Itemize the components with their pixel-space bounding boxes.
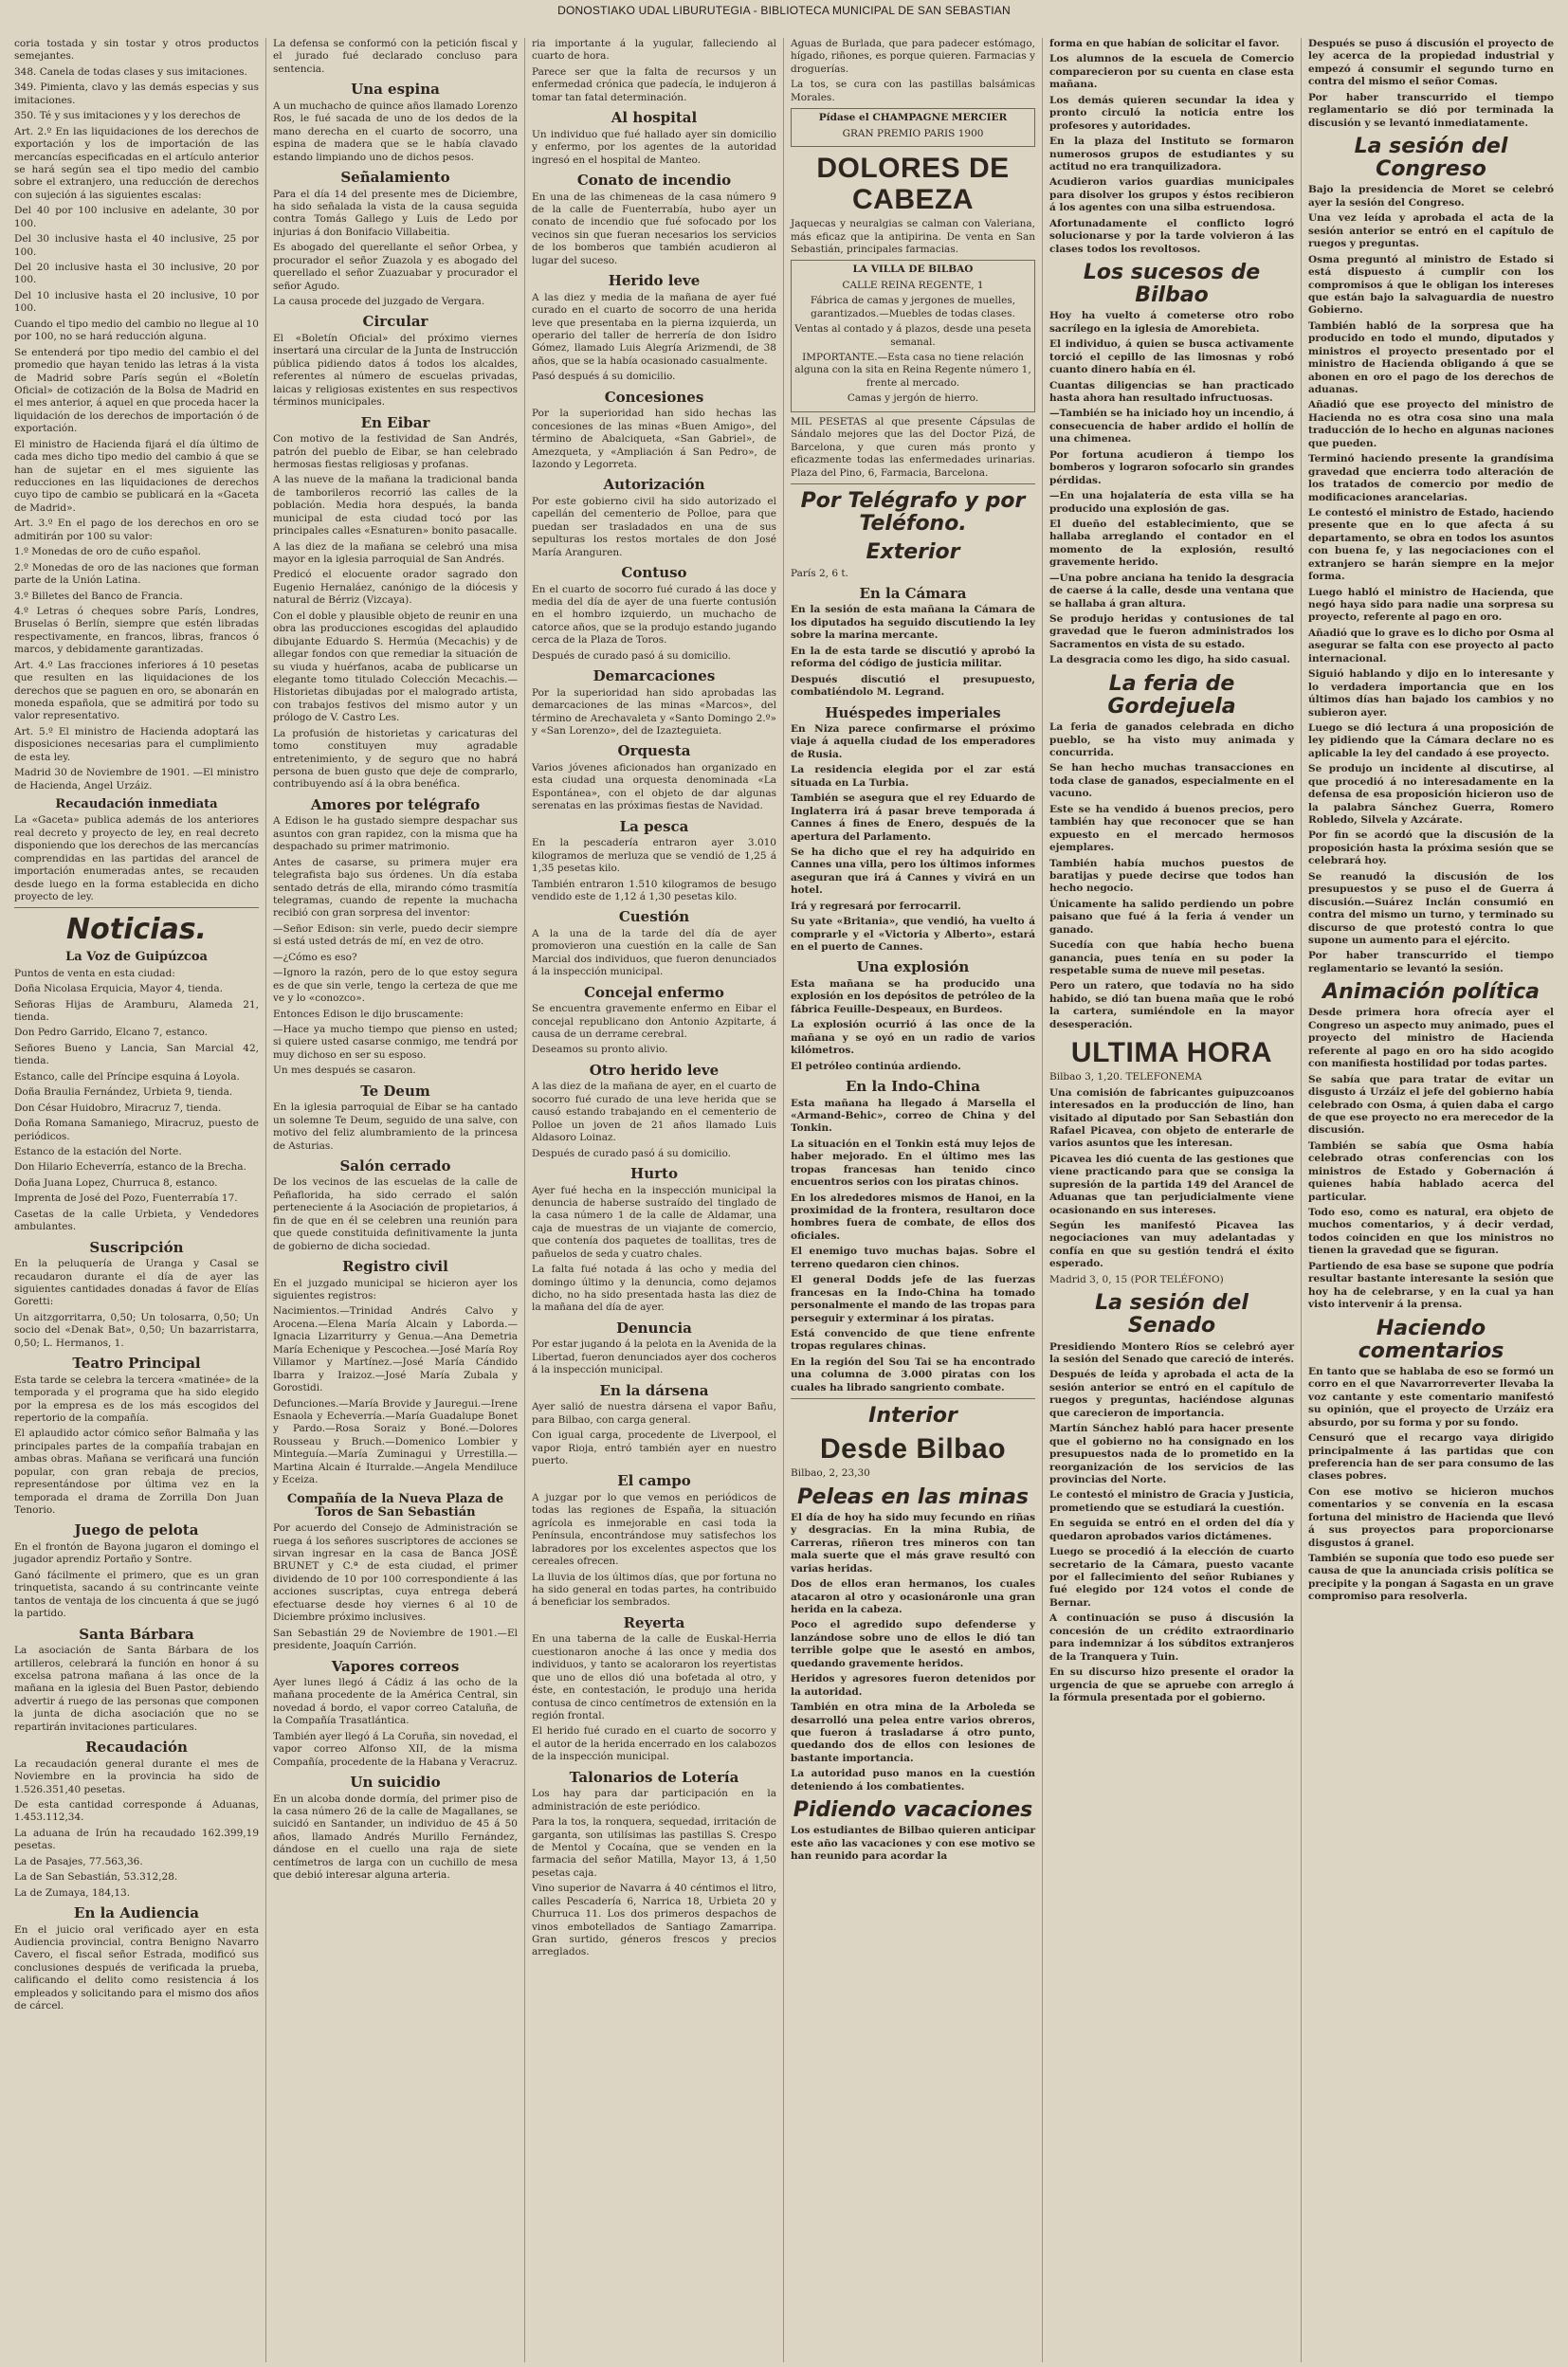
section-heading: Exterior: [866, 540, 960, 565]
section-heading: Por Telégrafo y por Teléfono.: [800, 488, 1026, 537]
article-paragraph: 348. Canela de todas clases y sus imitaciones.: [14, 65, 247, 78]
article-paragraph: Sucedía con que había hecho buena ganancia, pues tenía en su poder la respetable suma de nueve mil pesetas.: [1049, 939, 1294, 976]
article-paragraph: 3.º Billetes del Banco de Francia.: [14, 590, 183, 602]
section-heading: Una espina: [351, 81, 440, 99]
section-heading: Reyerta: [623, 1613, 685, 1631]
article-paragraph: Predicó el elocuente orador sagrado don Eugenio Hernaláez, canónigo de la diócesis y natural de Bérriz (Vizcaya).: [273, 569, 518, 607]
section-heading: Herido leve: [608, 272, 701, 290]
section-heading: Recaudación inmediata: [55, 797, 218, 812]
column-divider: [14, 907, 259, 908]
article-paragraph: —Señor Edison: sin verle, puedo decir siempre si está usted detrás de mí, en vez de otro.: [273, 922, 518, 948]
article-paragraph: Osma preguntó al ministro de Estado si está dispuesto á cumplir con los compromisos á que le obligan los intereses que están bajo la salvaguardia de nuestro Gobierno.: [1308, 253, 1554, 317]
article-paragraph: En la pescadería entraron ayer 3.010 kilogramos de merluza que se vendió de 1,25 á 1,35 pesetas kilo.: [532, 837, 776, 875]
article-paragraph: Imprenta de José del Pozo, Fuenterrabía 17.: [14, 1193, 238, 1205]
article-paragraph: Cuando el tipo medio del cambio no llegue al 10 por 100, no se hará reducción alguna.: [14, 318, 259, 343]
section-heading: Peleas en las minas: [797, 1484, 1029, 1509]
section-heading: Desde Bilbao: [819, 1433, 1007, 1466]
article-paragraph: En una de las chimeneas de la casa número 9 de la calle de Fuenterrabía, hubo ayer un conato de incendio que fué sofocado por los vecinos sin que fueran necesarios los servicios de los bomberos que también acudieron al lugar del suceso.: [532, 191, 776, 266]
article-paragraph: Estanco, calle del Príncipe esquina á Loyola.: [14, 1070, 240, 1083]
advertisement-line: Camas y jergón de hierro.: [847, 392, 979, 405]
article-paragraph: La causa procede del juzgado de Vergara.: [273, 296, 485, 307]
article-paragraph: A continuación se puso á discusión la concesión de un crédito extraordinario para indemnizar á los súbditos extranjeros de la Tranquera y Tuin.: [1049, 1612, 1294, 1663]
section-heading: Haciendo comentarios: [1358, 1316, 1504, 1363]
section-heading: Demarcaciones: [593, 667, 716, 685]
article-paragraph: En el juzgado municipal se hicieron ayer los siguientes registros:: [273, 1277, 518, 1302]
article-paragraph: Con ese motivo se hicieron muchos comentarios y se convenía en la escasa fortuna del ministro de Hacienda que llevó á sus proyectos para proporcionarse disgustos á granel.: [1308, 1485, 1554, 1549]
article-paragraph: El enemigo tuvo muchas bajas. Sobre el terreno quedaron cien chinos.: [791, 1246, 1035, 1270]
section-heading: Animación política: [1322, 980, 1540, 1005]
column-1: [8, 38, 266, 2362]
article-paragraph: —En una hojalatería de esta villa se ha producido una explosión de gas.: [1049, 490, 1294, 515]
article-paragraph: —Ignoro la razón, pero de lo que estoy segura es de que sin verle, tengo la certeza de que me ve y lo «conozco».: [273, 967, 518, 1005]
article-paragraph: La falta fué notada á las ocho y media del domingo último y la denuncia, como dejamos dicho, no ha sido presentada hasta las diez de la mañana del día de ayer.: [532, 1264, 776, 1314]
article-paragraph: En la región del Sou Tai se ha encontrado una columna de 3.000 piratas con los cuales ha librado sangriento combate.: [791, 1356, 1035, 1393]
article-paragraph: También entraron 1.510 kilogramos de besugo vendido este de 1,12 á 1,30 pesetas kilo.: [532, 878, 776, 902]
article-paragraph: Después se puso á discusión el proyecto de ley acerca de la propiedad industrial y empezó á consumir el segundo turno en contra del mismo el señor Comas.: [1308, 38, 1554, 88]
article-paragraph: Después de leída y aprobada el acta de la sesión anterior se entró en el capítulo de ruegos y preguntas, haciéndose algunas que carecieron de importancia.: [1049, 1369, 1294, 1419]
article-paragraph: Por la superioridad han sido hechas las concesiones de las minas «Buen Amigo», del término de Abalciqueta, «San Gabriel», de Amezqueta, y «Ampliación á San Pedro», de Iazondo y Legorreta.: [532, 408, 776, 470]
article-paragraph: La de Zumaya, 184,13.: [14, 1886, 131, 1899]
article-paragraph: Vino superior de Navarra á 40 céntimos el litro, calles Pescadería 6, Narrica 18, Urbieta 20 y Churruca 11. Los dos primeros despachos de vinos embotellados de Santiago Zamarripa. Gran surtido, géneros frescos y precios arreglados.: [532, 1883, 776, 1958]
section-heading: Autorización: [603, 476, 705, 494]
article-paragraph: Es abogado del querellante el señor Orbea, y procurador el señor Zuazola y es abogado del querellado el señor Zuazuabar y procurador el señor Agudo.: [273, 242, 518, 292]
section-heading: Suscripción: [89, 1238, 184, 1256]
article-paragraph: Se reanudó la discusión de los presupuestos y se puso el de Guerra á discusión.—Suárez Inclán consumió en contra del mismo un turno, y terminado su discurso de que protestó contra lo que supone un aumento para el ejército.: [1308, 870, 1554, 946]
article-paragraph: Parece ser que la falta de recursos y un enfermedad crónica que padecía, le indujeron á tomar tan fatal determinación.: [532, 65, 776, 103]
article-paragraph: Art. 3.º En el pago de los derechos en oro se admitirán por 100 su valor:: [14, 518, 259, 542]
article-paragraph: A juzgar por lo que vemos en periódicos de todas las regiones de España, la situación agrícola es inmejorable en casi toda la Península, encontrándose muy satisfechos los labradores por los excelentes aspectos que los cereales ofrecen.: [532, 1491, 776, 1568]
article-paragraph: ria importante á la yugular, falleciendo al cuarto de hora.: [532, 38, 776, 63]
article-paragraph: A Edison le ha gustado siempre despachar sus asuntos con gran rapidez, con la misma que ha despachado su primer matrimonio.: [273, 815, 518, 853]
article-paragraph: Desde primera hora ofrecía ayer el Congreso un aspecto muy animado, pues el proyecto del ministro de Hacienda referente al pago en oro ha sido acogido con manifiesta hostilidad por todas partes.: [1308, 1007, 1554, 1070]
section-heading: La sesión del Congreso: [1354, 135, 1508, 182]
section-heading: El campo: [617, 1472, 691, 1490]
article-paragraph: Doña Braulia Fernández, Urbieta 9, tienda.: [14, 1086, 233, 1099]
section-heading: Interior: [868, 1404, 957, 1429]
column-2: [266, 38, 525, 2362]
article-paragraph: Ayer fué hecha en la inspección municipal la denuncia de haberse sustraído del tinglado de la casa número 1 de la calle de Aldamar, una caja de muestras de un viajante de comercio, que contenía dos paquetes de toallitas, tres de pañuelos de seda y cuatro chales.: [532, 1184, 776, 1260]
article-paragraph: Un aitzgorritarra, 0,50; Un tolosarra, 0,50; Un socio del «Denak Bat», 0,50; Un bazarristarra, 0,50; L. Hermanos, 1.: [14, 1311, 259, 1349]
section-heading: ULTIMA HORA: [1070, 1037, 1273, 1069]
article-paragraph: Heridos y agresores fueron detenidos por la autoridad.: [791, 1673, 1035, 1698]
article-paragraph: En la iglesia parroquial de Eibar se ha cantado un solemne Te Deum, seguido de una salve, con motivo del feliz alumbramiento de la princesa de Asturias.: [273, 1102, 518, 1152]
section-heading: Registro civil: [342, 1258, 448, 1276]
article-paragraph: La profusión de historietas y caricaturas del tomo constituyen muy agradable entretenimiento, y de seguro que no habrá persona de buen gusto que deje de comprarlo, contribuyendo así á la obra benéfica.: [273, 727, 518, 791]
article-paragraph: Antes de casarse, su primera mujer era telegrafista bajo sus órdenes. Un día estaba sentado detrás de ella, mirando cómo trasmitía telegramas, cuando de repente la muchacha recibió con gran sorpresa del inventor:: [273, 856, 518, 919]
article-paragraph: —¿Cómo es eso?: [273, 951, 357, 963]
section-heading: Juego de pelota: [74, 1521, 199, 1539]
article-paragraph: En una taberna de la calle de Euskal-Herria cuestionaron anoche á las once y media dos individuos, y tanto se acaloraron los reyertistas que uno de ellos dió una bofetada al otro, y éste, en contestación, le produjo una herida contusa de cinco centímetros de extensión en la región frontal.: [532, 1633, 776, 1721]
column-5: [1043, 38, 1302, 2362]
article-paragraph: En su discurso hizo presente el orador la urgencia de que se apruebe con arreglo á la fórmula presentada por el gobierno.: [1049, 1666, 1294, 1703]
advertisement-line: Pídase el CHAMPAGNE MERCIER: [818, 112, 1008, 124]
article-paragraph: Deseamos su pronto alivio.: [532, 1044, 668, 1056]
advertisement-line: Fábrica de camas y jergones de muelles, garantizados.—Muebles de todas clases.: [810, 295, 1016, 319]
article-paragraph: Se han hecho muchas transacciones en toda clase de ganados, especialmente en el vacuno.: [1049, 762, 1294, 800]
article-paragraph: Nacimientos.—Trinidad Andrés Calvo y Arocena.—Elena María Alcain y Laborda.—Ignacia Lizarriturry y Genua.—Ana Demetria María Echenique y Pescochea.—José María Roy Villamor y Martínez.—José María Cándido Ibarra y Iraizoz.—José María Zubala y Gorostidi.: [273, 1305, 518, 1394]
section-heading: En la Cámara: [859, 584, 967, 602]
article-paragraph: Hoy ha vuelto á cometerse otro robo sacrílego en la iglesia de Amorebieta.: [1049, 310, 1294, 335]
article-paragraph: Don César Huidobro, Miracruz 7, tienda.: [14, 1102, 222, 1114]
article-paragraph: Una vez leída y aprobada el acta de la sesión anterior se entró en el capítulo de ruegos y preguntas.: [1308, 212, 1554, 250]
section-heading: Teatro Principal: [72, 1355, 201, 1373]
article-paragraph: La residencia elegida por el zar está situada en La Turbia.: [791, 764, 1035, 789]
advertisement-box: [791, 108, 1035, 147]
article-paragraph: También se sabía que Osma había celebrado otras conferencias con los ministros de Estado y Gobernación á quienes había hablado acerca del particular.: [1308, 1139, 1554, 1203]
article-paragraph: Afortunadamente el conflicto logró solucionarse y por la tarde volvieron á las clases todos los revoltosos.: [1049, 217, 1294, 255]
article-paragraph: Está convencido de que tiene enfrente tropas regulares chinas.: [791, 1327, 1035, 1353]
column-divider: [791, 1398, 1035, 1399]
article-paragraph: Censuró que el recargo vaya dirigido principalmente á las partidas que con preferencia han de ser para consumo de las clases pobres.: [1308, 1432, 1554, 1483]
section-heading: Los sucesos de Bilbao: [1083, 261, 1261, 308]
article-paragraph: Se entenderá por tipo medio del cambio el del promedio que hayan tenido las letras á la vista de Madrid sobre París según el «Boletín Oficial» de cotización de la Bolsa de Madrid en el mes anterior, á aquel en que proceda hacer la liquidación de los derechos de importación ó de exportación.: [14, 346, 259, 435]
article-paragraph: Ayer salió de nuestra dársena el vapor Bañu, para Bilbao, con carga general.: [532, 1401, 776, 1426]
article-paragraph: Este se ha vendido á buenos precios, pero también hay que reconocer que se han expuesto en el mercado hermosos ejemplares.: [1049, 803, 1294, 854]
article-paragraph: A la una de la tarde del día de ayer promovieron una cuestión en la calle de San Marcial dos individuos, que fueron denunciados á la inspección municipal.: [532, 927, 776, 978]
section-heading: Un suicidio: [350, 1774, 441, 1792]
article-paragraph: Art. 5.º El ministro de Hacienda adoptará las disposiciones necesarias para el cumplimiento de esta ley.: [14, 725, 259, 763]
article-paragraph: El herido fué curado en el cuarto de socorro y el autor de la herida encerrado en los calabozos de la inspección municipal.: [532, 1725, 776, 1763]
article-paragraph: También ayer llegó á La Coruña, sin novedad, el vapor correo Alfonso XII, de la misma Compañía, procedente de la Habana y Veracruz.: [273, 1730, 518, 1768]
article-paragraph: Estanco de la estación del Norte.: [14, 1145, 182, 1157]
article-paragraph: El dueño del establecimiento, que se hallaba arreglando el contador en el momento de la explosión, resultó gravemente herido.: [1049, 518, 1294, 569]
article-paragraph: Aguas de Burlada, que para padecer estómago, hígado, riñones, es porque quieren. Farmacias y droguerías.: [791, 38, 1035, 75]
article-paragraph: La «Gaceta» publica además de los anteriores real decreto y proyecto de ley, en real decreto disponiendo que los derechos de las mercancías comprendidas en las partidas del arancel de importación enumeradas antes, se recauden desde luego en la forma establecida en dicho proyecto de ley.: [14, 814, 259, 902]
article-paragraph: Se encuentra gravemente enfermo en Eibar el concejal republicano don Antonio Azpitarte, á causa de un derrame cerebral.: [532, 1003, 776, 1040]
article-paragraph: Por estar jugando á la pelota en la Avenida de la Libertad, fueron denunciados ayer dos cocheros á la inspección municipal.: [532, 1338, 776, 1376]
article-paragraph: Para la tos, la ronquera, sequedad, irritación de garganta, son utilísimas las pastillas S. Crespo de Mentol y Cocaína, que se venden en la farmacia del señor Matilla, Mayor 13, á 1,50 pesetas caja.: [532, 1816, 776, 1879]
section-heading: Santa Bárbara: [79, 1625, 194, 1643]
article-paragraph: La tos, se cura con las pastillas balsámicas Morales.: [791, 79, 1035, 103]
article-paragraph: Añadió que ese proyecto del ministro de Hacienda no es otra cosa sino una mala traducción de lo hecho en algunas naciones que pueden.: [1308, 399, 1554, 449]
article-paragraph: Bilbao 3, 1,20. TELEFONEMA: [1049, 1071, 1202, 1083]
article-paragraph: La lluvia de los últimos días, que por fortuna no ha sido general en todas partes, ha contribuido á beneficiar los sembrados.: [532, 1571, 776, 1609]
article-paragraph: En la de esta tarde se discutió y aprobó la reforma del código de justicia militar.: [791, 645, 1035, 670]
article-paragraph: El petróleo continúa ardiendo.: [791, 1060, 961, 1072]
article-paragraph: A las diez de la mañana se celebró una misa mayor en la iglesia parroquial de San Andrés.: [273, 540, 518, 565]
article-paragraph: Después de curado pasó á su domicilio.: [532, 1147, 731, 1159]
article-paragraph: Defunciones.—María Brovide y Jauregui.—Irene Esnaola y Echeverría.—María Guadalupe Bonet y Pardo.—Rosa Soraiz y Boné.—Dolores Rousseau y Bruch.—Domenico Lombier y Minteguía.—María Zuminagui y Urrestilla.—Martina Alcain é Iturralde.—Angela Mendiluce y Eceiza.: [273, 1397, 518, 1486]
article-paragraph: 1.º Monedas de oro de cuño español.: [14, 546, 202, 558]
article-paragraph: Doña Romana Samaniego, Miracruz, puesto de periódicos.: [14, 1118, 259, 1142]
advertisement-box: [791, 260, 1035, 411]
article-paragraph: MIL PESETAS al que presente Cápsulas de Sándalo mejores que las del Doctor Pizá, de Barcelona, y que curen más pronto y eficazmente todas las enfermedades urinarias. Plaza del Pino, 6, Farmacia, Barcelona.: [791, 415, 1035, 479]
article-paragraph: Todo eso, como es natural, era objeto de muchos comentarios, y á decir verdad, todos coinciden en que los ministros no tienen la gravedad que se figuran.: [1308, 1207, 1554, 1257]
article-paragraph: Esta mañana se ha producido una explosión en los depósitos de petróleo de la fábrica Feuille-Despeaux, en Burdeos.: [791, 977, 1035, 1015]
article-paragraph: De los vecinos de las escuelas de la calle de Peñaflorida, ha sido cerrado el salón perteneciente á la Asociación de propietarios, á fin de que en él se celebren una reunión para que quede constituida definitivamente la junta de gobierno de dicha sociedad.: [273, 1176, 518, 1252]
article-paragraph: Esta tarde se celebra la tercera «matinée» de la temporada y el programa que ha sido elegido por la empresa es de los más escogidos del repertorio de la compañía.: [14, 1374, 259, 1424]
article-paragraph: Después de curado pasó á su domicilio.: [532, 649, 731, 662]
article-paragraph: También habló de la sorpresa que ha producido en todo el mundo, diputados y ministros el proyecto presentado por el ministro de Hacienda obligando á que se abonen en oro el pago de los derechos de aduanas.: [1308, 319, 1554, 395]
article-paragraph: Un individuo que fué hallado ayer sin domicilio y enfermo, por los agentes de la autoridad ingresó en el hospital de Manteo.: [532, 128, 776, 166]
article-paragraph: Luego se procedió á la elección de cuarto secretario de la Cámara, puesto vacante por el fallecimiento del señor Rubianes y fué elegido por 124 votos el conde de Bernar.: [1049, 1546, 1294, 1609]
advertisement-line: CALLE REINA REGENTE, 1: [842, 279, 984, 291]
section-heading: Otro herido leve: [589, 1061, 720, 1079]
archive-banner: DONOSTIAKO UDAL LIBURUTEGIA - BIBLIOTECA MUNICIPAL DE SAN SEBASTIAN: [557, 4, 1011, 17]
article-paragraph: 4.º Letras ó cheques sobre París, Londres, Bruselas ó Berlín, siempre que estén libradas respectivamente, en francos, libras, francos ó marcos, y debidamente garantizadas.: [14, 605, 259, 656]
section-heading: Recaudación: [85, 1739, 188, 1757]
article-paragraph: La de San Sebastián, 53.312,28.: [14, 1871, 178, 1884]
article-paragraph: A un muchacho de quince años llamado Lorenzo Ros, le fué sacada de uno de los dedos de la mano derecha en el cuarto de socorro, una espina de madera que se le había clavado estando limpiando uno de dichos pesos.: [273, 100, 518, 163]
section-heading: Salón cerrado: [339, 1156, 451, 1174]
article-paragraph: La feria de ganados celebrada en dicho pueblo, se ha visto muy animada y concurrida.: [1049, 721, 1294, 758]
article-paragraph: En la plaza del Instituto se formaron numerosos grupos de estudiantes y su actitud no era tranquilizadora.: [1049, 136, 1294, 173]
article-paragraph: —Hace ya mucho tiempo que pienso en usted; si quiere usted casarse conmigo, me tendrá por muy dichoso en ser su esposo.: [273, 1023, 518, 1061]
article-paragraph: Se produjo un incidente al discutirse, al que procedió á no interesadamente en la defensa de esa proposición hicieron uso de la palabra Sánchez Guerra, Romero Robledo, Silvela y Azcárate.: [1308, 763, 1554, 826]
article-paragraph: En el juicio oral verificado ayer en esta Audiencia provincial, contra Benigno Navarro Cavero, el fiscal señor Estrada, modificó sus conclusiones después de verificada la prueba, calificando el delito como resistencia á los empleados y solicitando para el mismo dos años de cárcel.: [14, 1923, 259, 2012]
section-heading: En la Audiencia: [74, 1904, 199, 1922]
section-heading: En la dársena: [599, 1381, 709, 1399]
article-paragraph: Le contestó el ministro de Gracia y Justicia, prometiendo que se estudiará la cuestión.: [1049, 1489, 1294, 1514]
article-paragraph: De esta cantidad corresponde á Aduanas, 1.453.112,34.: [14, 1798, 259, 1824]
article-paragraph: Pasó después á su domicilio.: [532, 371, 676, 383]
section-heading: Cuestión: [618, 908, 690, 926]
article-paragraph: La situación en el Tonkin está muy lejos de haber mejorado. En el último mes las tropas francesas han tenido cinco encuentros serios con los piratas chinos.: [791, 1138, 1035, 1189]
article-paragraph: Terminó haciendo presente la grandísima gravedad que encierra todo alteración de los tratados de comercio por medio de modificaciones arancelarias.: [1308, 453, 1554, 503]
column-6: [1302, 38, 1560, 2362]
article-paragraph: Por haber transcurrido el tiempo reglamentario se levantó la sesión.: [1308, 950, 1554, 974]
article-paragraph: Después discutió el presupuesto, combatiéndolo M. Legrand.: [791, 673, 1035, 699]
section-heading: Orquesta: [617, 742, 691, 760]
article-paragraph: Con motivo de la festividad de San Andrés, patrón del pueblo de Eibar, se han celebrado hermosas fiestas religiosas y profanas.: [273, 433, 518, 470]
article-paragraph: Luego habló el ministro de Hacienda, que negó haya sido para nadie una sorpresa su proyecto, referente al pago en oro.: [1308, 586, 1554, 624]
advertisement-line: Ventas al contado y á plazos, desde una peseta semanal.: [794, 323, 1031, 348]
article-paragraph: 2.º Monedas de oro de las naciones que forman parte de la Unión Latina.: [14, 561, 259, 587]
article-paragraph: 350. Té y sus imitaciones y y los derechos de: [14, 110, 241, 122]
section-heading: La feria de Gordejuela: [1107, 671, 1236, 719]
article-paragraph: La explosión ocurrió á las once de la mañana y se oyó en un radio de varios kilómetros.: [791, 1019, 1035, 1057]
article-paragraph: El aplaudido actor cómico señor Balmaña y las principales partes de la compañía trabajan en ambas obras. Mañana se verificará una función popular, con gran rebaja de precios, representándose por última vez en la temporada el drama de Zorrilla Don Juan Tenorio.: [14, 1428, 259, 1517]
article-paragraph: Por la superioridad han sido aprobadas las demarcaciones de las minas «Marcos», del término de Arechavaleta y «Santo Domingo 2.º» y «San Lorenzo», del de Izazteguieta.: [532, 686, 776, 737]
article-paragraph: 349. Pimienta, clavo y las demás especias y sus imitaciones.: [14, 82, 259, 106]
article-paragraph: Bilbao, 2, 23,30: [791, 1467, 870, 1480]
article-paragraph: El general Dodds jefe de las fuerzas francesas en la Indo-China ha tomado personalmente el mando de las tropas para perseguir y exterminar á los piratas.: [791, 1274, 1035, 1324]
section-heading: La pesca: [619, 817, 689, 835]
article-paragraph: Doña Nicolasa Erquicia, Mayor 4, tienda.: [14, 983, 224, 995]
article-paragraph: Ayer lunes llegó á Cádiz á las ocho de la mañana procedente de la América Central, sin novedad á bordo, el vapor correo Cataluña, de la Compañía Trasatlántica.: [273, 1677, 518, 1727]
article-paragraph: Por fin se acordó que la discusión de la proposición hasta la próxima sesión que se celebrará hoy.: [1308, 829, 1554, 867]
column-3: [525, 38, 784, 2362]
article-paragraph: Madrid 30 de Noviembre de 1901. —El ministro de Hacienda, Angel Urzáiz.: [14, 767, 259, 792]
section-heading: Denuncia: [616, 1319, 692, 1337]
column-divider: [791, 483, 1035, 484]
article-paragraph: La recaudación general durante el mes de Noviembre en la provincia ha sido de 1.526.351,40 pesetas.: [14, 1757, 259, 1795]
article-paragraph: Por acuerdo del Consejo de Administración se ruega á los señores suscriptores de acciones se sirvan ingresar en la casa de Banca JOSÉ BRUNET y C.ª de esta ciudad, el primer dividendo de 10 por 100 correspondiente á las acciones suscriptas, cuya entrega deberá efectuarse desde hoy viernes 6 al 10 de Diciembre próximo inclusives.: [273, 1522, 518, 1624]
article-paragraph: La defensa se conformó con la petición fiscal y el jurado fué declarado concluso para sentencia.: [273, 38, 518, 75]
section-heading: Pidiendo vacaciones: [793, 1798, 1033, 1823]
section-heading: Noticias.: [66, 913, 207, 947]
article-paragraph: —Una pobre anciana ha tenido la desgracia de caerse á la calle, desde una ventana que se hallaba á gran altura.: [1049, 572, 1294, 610]
article-paragraph: Luego se dió lectura á una proposición de ley pidiendo que la Cámara declare no es aplicable la ley del candado á ese proyecto.: [1308, 721, 1554, 759]
article-paragraph: Por haber transcurrido el tiempo reglamentario se dió por terminada la discusión y se levantó inmediatamente.: [1308, 91, 1554, 129]
article-paragraph: Los estudiantes de Bilbao quieren anticipar este año las vacaciones y con ese motivo se han reunido para acordar la: [791, 1825, 1035, 1863]
article-paragraph: Irá y regresará por ferrocarril.: [791, 900, 961, 912]
article-paragraph: Esta mañana ha llegado á Marsella el «Armand-Behic», correo de China y del Tonkin.: [791, 1097, 1035, 1135]
article-paragraph: Con igual carga, procedente de Liverpool, el vapor Rioja, entró también ayer en nuestro puerto.: [532, 1429, 776, 1466]
article-paragraph: También había muchos puestos de baratijas y puede decirse que todos han hecho negocio.: [1049, 857, 1294, 895]
section-heading: Contuso: [621, 564, 687, 582]
article-paragraph: Cuantas diligencias se han practicado hasta ahora han resultado infructuosas.: [1049, 379, 1294, 404]
column-4: [784, 38, 1043, 2362]
section-heading: Amores por telégrafo: [310, 795, 481, 813]
article-paragraph: Doña Juana Lopez, Churruca 8, estanco.: [14, 1176, 218, 1189]
section-heading: Concesiones: [604, 388, 704, 406]
newspaper-columns: [8, 38, 1560, 2362]
article-paragraph: Entonces Edison le dijo bruscamente:: [273, 1008, 464, 1020]
article-paragraph: Poco el agredido supo defenderse y lanzándose sobre uno de ellos le dió tan terrible golpe que le asestó en ambos, quedando gravemente heridos.: [791, 1619, 1035, 1669]
article-paragraph: Su yate «Britania», que vendió, ha vuelto á comprarle y el «Victoria y Alberto», estará en el puerto de Cannes.: [791, 916, 1035, 953]
article-paragraph: El individuo, á quien se busca activamente torció el cepillo de las limosnas y robó cuanto dinero había en él.: [1049, 338, 1294, 376]
article-paragraph: coria tostada y sin tostar y otros productos semejantes.: [14, 38, 259, 63]
article-paragraph: forma en que habían de solicitar el favor.: [1049, 38, 1280, 49]
article-paragraph: A las nueve de la mañana la tradicional banda de tamborileros recorrió las calles de la población. Media hora después, la banda municipal de esta ciudad tocó por las principales calles «Esnaturen» bonito pasacalle.: [273, 474, 518, 537]
article-paragraph: Partiendo de esa base se supone que podría resultar bastante interesante la sesión que hoy ha de celebrarse, y en la cual ya han visto intervenir á la prensa.: [1308, 1260, 1554, 1311]
article-paragraph: A las diez y media de la mañana de ayer fué curado en el cuarto de socorro de una herida leve que presentaba en la pierna izquierda, un operario del taller de herrería de don Isidro Gómez, llamado Luis Alegría Arizmendi, de 38 años, que se la había ocasionado casualmente.: [532, 291, 776, 367]
article-paragraph: Picavea les dió cuenta de las gestiones que viene practicando para que se consiga la supresión de la partida 149 del Arancel de Aduanas que tan perjudicialmente viene ocasionando en sus intereses.: [1049, 1153, 1294, 1216]
article-paragraph: En la peluquería de Uranga y Casal se recaudaron durante el día de ayer las siguientes cantidades donadas á favor de Elías Goretti:: [14, 1258, 259, 1308]
section-heading: Concejal enfermo: [584, 983, 724, 1001]
article-paragraph: Los demás quieren secundar la idea y pronto circuló la noticia entre los profesores y autoridades.: [1049, 94, 1294, 132]
article-paragraph: Le contestó el ministro de Estado, haciendo presente que en lo que afecta á su departamento, se obra en todos los asuntos con buena fe, y las negociaciones con el extranjero se harán siempre en la mejor forma.: [1308, 506, 1554, 583]
article-paragraph: El «Boletín Oficial» del próximo viernes insertará una circular de la Junta de Instrucción pública pidiendo datos á todos los alcaldes, referentes al número de escuelas privadas, laicas y religiosas existentes en sus respectivos términos municipales.: [273, 332, 518, 409]
article-paragraph: Bajo la presidencia de Moret se celebró ayer la sesión del Congreso.: [1308, 184, 1554, 209]
article-paragraph: Se sabía que para tratar de evitar un disgusto á Urzáiz el jefe del gobierno había celebrado con Osma, á quien daba el cargo de que ese proyecto no era merecedor de la discusión.: [1308, 1073, 1554, 1137]
article-paragraph: Art. 2.º En las liquidaciones de los derechos de exportación y los de importación de las mercancías especificadas en el artículo anterior se hará según sea el tipo medio del cambio sobre el extranjero, una reducción de derechos con sujeción á las siguientes escalas:: [14, 125, 259, 201]
article-paragraph: Únicamente ha salido perdiendo un pobre paisano que fué á la feria á vender un ganado.: [1049, 898, 1294, 936]
section-heading: La sesión del Senado: [1095, 1291, 1249, 1338]
article-paragraph: En el frontón de Bayona jugaron el domingo el jugador aprendiz Portaño y Sontre.: [14, 1540, 259, 1566]
article-paragraph: —También se ha iniciado hoy un incendio, á consecuencia de haber ardido el hollín de una chimenea.: [1049, 408, 1294, 446]
article-paragraph: Varios jóvenes aficionados han organizado en esta ciudad una orquesta denominada «La Espontánea», con el objeto de dar algunas serenatas en las próximas fiestas de Navidad.: [532, 761, 776, 812]
article-paragraph: Dos de ellos eran hermanos, los cuales atacaron al otro y ocasionáronle una gran herida en la cabeza.: [791, 1578, 1035, 1615]
article-paragraph: La asociación de Santa Bárbara de los artilleros, celebrará la función en honor á su excelsa patrona mañana á las once de la mañana en la iglesia del Buen Pastor, debiendo advertir á ruego de las personas que componen la junta de dicha asociación que no se repartirán invitaciones particulares.: [14, 1645, 259, 1733]
article-paragraph: Del 30 inclusive hasta el 40 inclusive, 25 por 100.: [14, 233, 259, 258]
article-paragraph: En tanto que se hablaba de eso se formó un corro en el que Navarrorreverter llevaba la voz cantante y este comentario manifestó su opinión, que el proyecto de Urzáiz era absurdo, por su forma y por su fondo.: [1308, 1365, 1554, 1429]
section-heading: Una explosión: [856, 958, 970, 976]
article-paragraph: La aduana de Irún ha recaudado 162.399,19 pesetas.: [14, 1827, 259, 1852]
article-paragraph: Una comisión de fabricantes guipuzcoanos interesados en la producción de lino, han visitado al diputado por San Sebastián don Rafael Picavea, con objeto de enterarle de varios asuntos que les interesan.: [1049, 1086, 1294, 1150]
article-paragraph: Los hay para dar participación en la administración de este periódico.: [532, 1788, 776, 1812]
article-paragraph: Art. 4.º Las fracciones inferiores á 10 pesetas que resulten en las liquidaciones de los derechos que se paguen en oro, se abonarán en moneda española, que se admitirá por todo su valor representativo.: [14, 659, 259, 722]
article-paragraph: Señoras Hijas de Aramburu, Alameda 21, tienda.: [14, 998, 259, 1024]
article-paragraph: Del 10 inclusive hasta el 20 inclusive, 10 por 100.: [14, 289, 259, 315]
article-paragraph: En seguida se entró en el orden del día y quedaron aprobados varios dictámenes.: [1049, 1518, 1294, 1542]
article-paragraph: Martín Sánchez habló para hacer presente que el gobierno no ha consignado en los presupuestos nada de lo prometido en la reorganización de los servicios de las provincias del Norte.: [1049, 1423, 1294, 1485]
article-paragraph: También en otra mina de la Arboleda se desarrolló una pelea entre varios obreros, que fueron á trasladarse á otro punto, quedando dos de ellos con lesiones de bastante importancia.: [791, 1702, 1035, 1764]
article-paragraph: Un mes después se casaron.: [273, 1065, 416, 1077]
section-heading: DOLORES DE CABEZA: [816, 153, 1010, 216]
article-paragraph: Los alumnos de la escuela de Comercio comparecieron por su cuenta en clase esta mañana.: [1049, 53, 1294, 91]
article-paragraph: Añadió que lo grave es lo dicho por Osma al asegurar se falta con ese proyecto al pacto internacional.: [1308, 627, 1554, 665]
article-paragraph: Presidiendo Montero Ríos se celebró ayer la sesión del Senado que careció de interés.: [1049, 1340, 1294, 1365]
section-heading: Al hospital: [611, 109, 698, 127]
article-paragraph: El día de hoy ha sido muy fecundo en riñas y desgracias. En la mina Rubia, de Carreras, riñeron tres mineros con tan mala suerte que el más grave resultó con varias heridas.: [791, 1511, 1035, 1575]
article-paragraph: Ganó fácilmente el primero, que es un gran trinquetista, sacando á su contrincante veinte tantos de ventaja de los cincuenta á que se jugó la partido.: [14, 1569, 259, 1620]
article-paragraph: Don Pedro Garrido, Elcano 7, estanco.: [14, 1027, 208, 1039]
section-heading: Hurto: [630, 1165, 678, 1182]
section-heading: Talonarios de Lotería: [569, 1768, 739, 1786]
article-paragraph: En Niza parece confirmarse el próximo viaje á aquella ciudad de los emperadores de Rusia.: [791, 723, 1035, 760]
article-paragraph: Señores Bueno y Lancia, San Marcial 42, tienda.: [14, 1042, 259, 1067]
section-heading: Huéspedes imperiales: [825, 703, 1001, 721]
section-heading: Vapores correos: [331, 1657, 460, 1675]
advertisement-line: IMPORTANTE.—Esta casa no tiene relación alguna con la sita en Reina Regente número 1, frente al mercado.: [794, 352, 1031, 389]
article-paragraph: Puntos de venta en esta ciudad:: [14, 967, 175, 979]
article-paragraph: San Sebastián 29 de Noviembre de 1901.—El presidente, Joaquín Carrión.: [273, 1627, 518, 1652]
article-paragraph: Jaquecas y neuralgias se calman con Valeriana, más eficaz que la antipirina. De venta en San Sebastián, principales farmacias.: [791, 218, 1035, 255]
article-paragraph: Para el día 14 del presente mes de Diciembre, ha sido señalada la vista de la causa seguida contra Tomás Gallego y Luis de Ledo por injurias á don Bonifacio Villabeitia.: [273, 188, 518, 238]
article-paragraph: Por este gobierno civil ha sido autorizado el capellán del cementerio de Polloe, para que puedan ser trasladados en una de sus sepulturas los restos mortales de don José María Aranguren.: [532, 495, 776, 558]
article-paragraph: Con el doble y plausible objeto de reunir en una obra las producciones escogidas del aplaudido dibujante Eduardo S. Hermúa (Mecachis) y de allegar fondos con que remediar la situación de su viuda y huérfanos, acaba de publicarse un elegante tomo titulado Colección Mecachis.—Historietas dibujadas por el malogrado artista, con trabajos festivos del mismo autor y un prólogo de V. Castro Les.: [273, 610, 518, 724]
article-paragraph: Don Hilario Echeverría, estanco de la Brecha.: [14, 1161, 246, 1174]
article-paragraph: En un alcoba donde dormía, del primer piso de la casa número 26 de la calle de Magallanes, se suicidó en Santander, un individuo de 45 á 50 años, llamado Andrés Murillo Fernández, dándose en el cuello una raja de siete centímetros de larga con un cuchillo de mesa que debió interesar alguna arteria.: [273, 1793, 518, 1882]
section-heading: En la Indo-China: [845, 1078, 980, 1095]
article-paragraph: Según les manifestó Picavea las negociaciones van muy adelantadas y confía en que su gestión tendrá el éxito esperado.: [1049, 1220, 1294, 1270]
article-paragraph: La de Pasajes, 77.563,36.: [14, 1855, 143, 1867]
article-paragraph: En la sesión de esta mañana la Cámara de los diputados ha seguido discutiendo la ley sobre la marina mercante.: [791, 604, 1035, 642]
article-paragraph: Por fortuna acudieron á tiempo los bomberos y lograron sofocarlo sin grandes pérdidas.: [1049, 448, 1294, 486]
section-heading: La Voz de Guipúzcoa: [65, 950, 208, 965]
article-paragraph: La desgracia como les digo, ha sido casual.: [1049, 654, 1290, 666]
article-paragraph: Del 40 por 100 inclusive en adelante, 30 por 100.: [14, 205, 259, 229]
article-paragraph: Se produjo heridas y contusiones de tal gravedad que le fueron administrados los Sacramentos en vista de su estado.: [1049, 613, 1294, 650]
advertisement-line: LA VILLA DE BILBAO: [852, 264, 974, 276]
article-paragraph: Madrid 3, 0, 15 (POR TELÉFONO): [1049, 1273, 1224, 1285]
article-paragraph: París 2, 6 t.: [791, 567, 848, 579]
article-paragraph: Siguió hablando y dijo en lo interesante y lo verdadera importancia que en los últimos días han bajado los cambios y no subieron ayer.: [1308, 668, 1554, 719]
article-paragraph: También se suponía que todo eso puede ser causa de que la anunciada crisis política se precipite y la pongan á Sagasta en un grave compromiso para resolverla.: [1308, 1553, 1554, 1603]
article-paragraph: También se asegura que el rey Eduardo de Inglaterra irá á pasar breve temporada á Cannes á fines de Enero, después de la apertura del Parlamento.: [791, 792, 1035, 843]
article-paragraph: A las diez de la mañana de ayer, en el cuarto de socorro fué curado de una leve herida que se causó estando trabajando en el cementerio de Polloe un joven de 21 años llamado Luis Aldasoro Loinaz.: [532, 1081, 776, 1144]
section-heading: Compañía de la Nueva Plaza de Toros de San Sebastián: [286, 1491, 504, 1520]
article-paragraph: Acudieron varios guardias municipales para disolver los grupos y éstos recibieron á los agentes con una silba estruendosa.: [1049, 176, 1294, 214]
article-paragraph: El ministro de Hacienda fijará el día último de cada mes dicho tipo medio del cambio á que se han de sujetar en el mes siguiente las reducciones en las liquidaciones de derechos cuyo tipo de cambio se publicará en la «Gaceta de Madrid».: [14, 438, 259, 514]
article-paragraph: Casetas de la calle Urbieta, y Vendedores ambulantes.: [14, 1208, 259, 1233]
section-heading: Señalamiento: [340, 169, 450, 186]
article-paragraph: En el cuarto de socorro fué curado á las doce y media del día de ayer de una fuerte contusión en el hombro izquierdo, un muchacho de catorce años, que se la produjo estando jugando cerca de la Plaza de Toros.: [532, 583, 776, 646]
article-paragraph: La autoridad puso manos en la cuestión deteniendo á los combatientes.: [791, 1768, 1035, 1793]
article-paragraph: Se ha dicho que el rey ha adquirido en Cannes una villa, pero los últimos informes aseguran que irá á Cannes y vivirá en un hotel.: [791, 846, 1035, 897]
section-heading: Conato de incendio: [576, 172, 732, 189]
section-heading: En Eibar: [360, 413, 430, 431]
article-paragraph: En los alrededores mismos de Hanoi, en la proximidad de la frontera, resultaron doce hombres fuera de combate, de ellos dos oficiales.: [791, 1192, 1035, 1242]
article-paragraph: Pero un ratero, que todavía no ha sido habido, se dió tan buena maña que le robó la cartera, sumiéndole en la mayor desesperación.: [1049, 980, 1294, 1030]
section-heading: Te Deum: [360, 1082, 430, 1100]
article-paragraph: Del 20 inclusive hasta el 30 inclusive, 20 por 100.: [14, 262, 259, 286]
advertisement-line: GRAN PREMIO PARIS 1900: [842, 127, 984, 139]
section-heading: Circular: [362, 313, 428, 331]
